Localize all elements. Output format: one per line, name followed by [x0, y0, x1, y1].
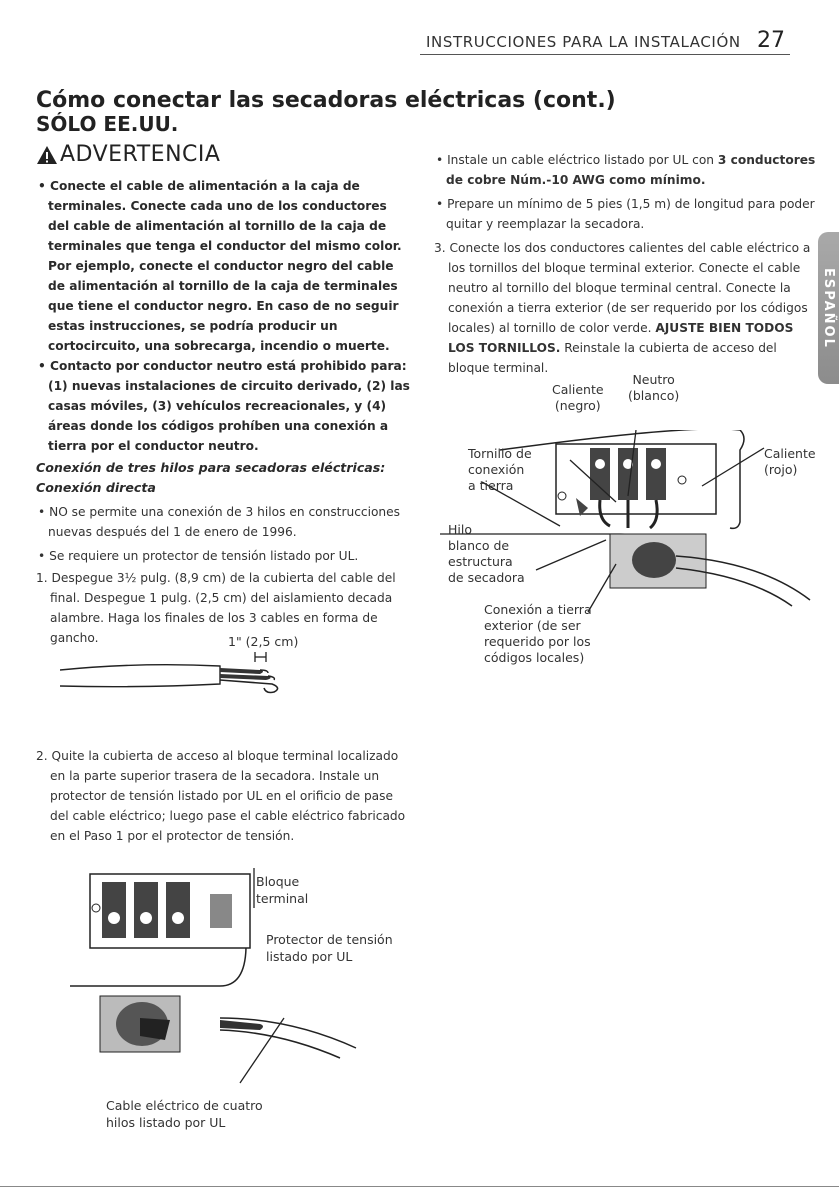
right-column-text: [434, 150, 818, 378]
fig3-white-wire-label: Hilo blanco de estructura de secadora: [448, 522, 525, 585]
page-subtitle: SÓLO EE.UU.: [36, 112, 179, 136]
step-2-block: [36, 746, 410, 846]
language-tab-label: ESPAÑOL: [821, 267, 836, 349]
fig2-strain-relief-label: Protector de tensión listado por UL: [266, 932, 393, 964]
fig3-external-ground-label: Conexión a tierra exterior (de ser requerido por los códigos locales): [484, 602, 592, 665]
warning-triangle-icon: [36, 145, 58, 165]
page-number: 27: [757, 28, 785, 53]
fig3-hot-black-label: Caliente (negro): [552, 382, 604, 413]
cable-bullet: • Instale un cable eléctrico listado por UL con 3 conductores de cobre Núm.-10 AWG como mínimo.: [436, 153, 816, 187]
page-title: Cómo conectar las secadoras eléctricas (cont.): [36, 88, 616, 113]
fig3-ground-screw-label: Tornillo de conexión a tierra: [468, 446, 532, 493]
footer-rule: [0, 1186, 839, 1187]
fig1-measure-label: 1" (2,5 cm): [228, 634, 299, 649]
stripped-cable-figure: [60, 650, 320, 700]
step-1: 1. Despegue 3½ pulg. (8,9 cm) de la cubierta del cable del final. Despegue 1 pulg. (2,5 cm) del aislamiento decada alambre. Haga los finales de los 3 cables en forma de gancho.: [36, 571, 396, 645]
section-heading: Conexión de tres hilos para secadoras eléctricas: Conexión directa: [36, 460, 386, 495]
header-section: INSTRUCCIONES PARA LA INSTALACIÓN: [426, 33, 741, 51]
terminal-block-figure: [70, 868, 390, 1098]
warning-heading: [36, 142, 220, 167]
step-2: 2. Quite la cubierta de acceso al bloque terminal localizado en la parte superior trasera de la secadora. Instale un protector de tensión listado por UL en el orificio de pase del cable eléctrico; luego pase el cable eléctrico fabricado en el Paso 1 por el protector de tensión.: [36, 749, 406, 843]
fig3-hot-red-label: Caliente (rojo): [764, 446, 816, 477]
length-bullet: • Prepare un mínimo de 5 pies (1,5 m) de longitud para poder quitar y reemplazar la secadora.: [436, 197, 815, 231]
note-bullet: • NO se permite una conexión de 3 hilos en construcciones nuevas después del 1 de enero de 1996.: [38, 505, 401, 539]
language-tab: [818, 232, 839, 384]
warning-bullet: • Conecte el cable de alimentación a la caja de terminales. Conecte cada uno de los conductores del cable de alimentación al tornillo de la caja de terminales que tenga el conductor del mismo color. Por ejemplo, conecte el conductor negro del cable de alimentación al tornillo de la caja de terminales que tiene el conductor negro. En caso de no seguir estas instrucciones, se podría producir un cortocircuito, una sobrecarga, incendio o muerte.: [38, 179, 402, 353]
fig3-neutral-label: Neutro (blanco): [628, 372, 680, 403]
warning-bullet: • Contacto por conductor neutro está prohibido para: (1) nuevas instalaciones de circuito derivado, (2) las casas móviles, (3) vehículos recreacionales, y (4) áreas donde los códigos prohíben una conexión a tierra por el conductor neutro.: [38, 359, 410, 453]
warning-list: [36, 176, 410, 648]
note-bullet: • Se requiere un protector de tensión listado por UL.: [38, 549, 359, 563]
fig2-terminal-block-label: Bloque terminal: [256, 874, 309, 906]
warning-label: ADVERTENCIA: [60, 142, 221, 167]
fig2-cord-label: Cable eléctrico de cuatro hilos listado por UL: [106, 1098, 263, 1130]
header-rule: [420, 54, 790, 55]
step-3: 3. Conecte los dos conductores calientes del cable eléctrico a los tornillos del bloque terminal exterior. Conecte el cable neutro al tornillo del bloque terminal central. Conecte la conexión a tierra exterior (de ser requerido por los códigos locales) al tornillo de color verde. AJUSTE BIEN TODOS LOS TORNILLOS. Reinstale la cubierta de acceso del bloque terminal.: [434, 241, 811, 375]
